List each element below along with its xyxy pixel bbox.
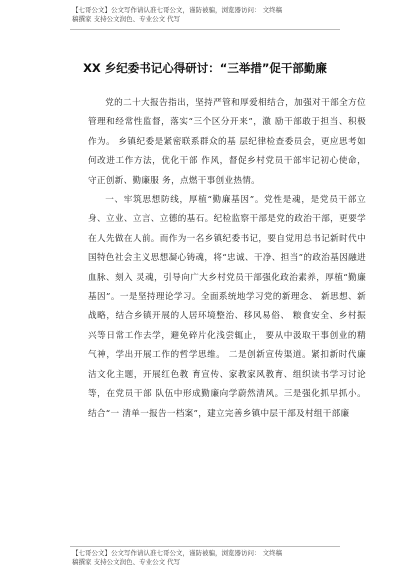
footer-line-1: 【七哥公文】公文写作请认准七哥公文，谨防被骗，浏览器访问： 文终稿 <box>72 549 283 557</box>
footer-divider <box>70 546 340 547</box>
paragraph-intro: 党的二十大报告指出，坚持严管和厚爱相结合，加强对干部全方位管理和经常性监督，落实“三个区分开来”，激 励干部敢于担当、积极作为。 乡镇纪委是紧密联系群众的基 层纪律检查委员会，更应思考如何改进工作方法，优化干部 作风，督促乡村党员干部牢记初心使命，守正创新、勤廉服 务，点燃干事创业热情。 <box>88 98 366 186</box>
document-body <box>88 94 366 424</box>
document-title: XX 乡纪委书记心得研讨：“三举措”促干部勤廉 <box>83 61 327 75</box>
footer-line-2: 稿撰家 支持公文润色、专业公文 代写 <box>72 558 181 566</box>
page-footer <box>72 549 352 567</box>
page-header <box>72 6 352 24</box>
header-line-2: 稿撰家 支持公文润色、专业公文 代写 <box>72 15 181 23</box>
header-line-1: 【七哥公文】公文写作请认准七哥公文，谨防被骗，浏览器访问： 文终稿 <box>72 6 283 14</box>
paragraph-section-1: 一、牢筑思想防线，厚植“勤廉基因”。党性是魂，是党员干部立身、立业、立言、立德的基石。纪检监察干部是党的政治干部，更要学在人先做在人前。而作为一名乡镇纪委书记，要自觉用总书记新时代中国特色社会主义思想凝心铸魂，将“忠诚、干净、担当”的政治基因融进血脉、刻入 灵魂，引导向广大乡村党员干部强化政治素养，厚植“勤廉 基因”。一是坚持理论学习。全面系统地学习党的新理念、 新思想、新战略，结合乡镇开展的人居环境整治、移风易俗、 粮食安全、乡村振兴等日常工作去学，避免碎片化浅尝辄止， 要从中汲取干事创业的精气神，学出开展工作的哲学思维。 二是创新宣传渠道。紧扣新时代廉洁文化主题，开展红色教 育宣传、家教家风教育、组织读书学习讨论等，在党员干部 队伍中形成勤廉向学蔚然清风。三是强化抓早抓小。结合“一 清单一报告一档案”，建立完善乡镇中层干部及村组干部廉 <box>88 195 366 419</box>
header-divider <box>70 29 340 30</box>
